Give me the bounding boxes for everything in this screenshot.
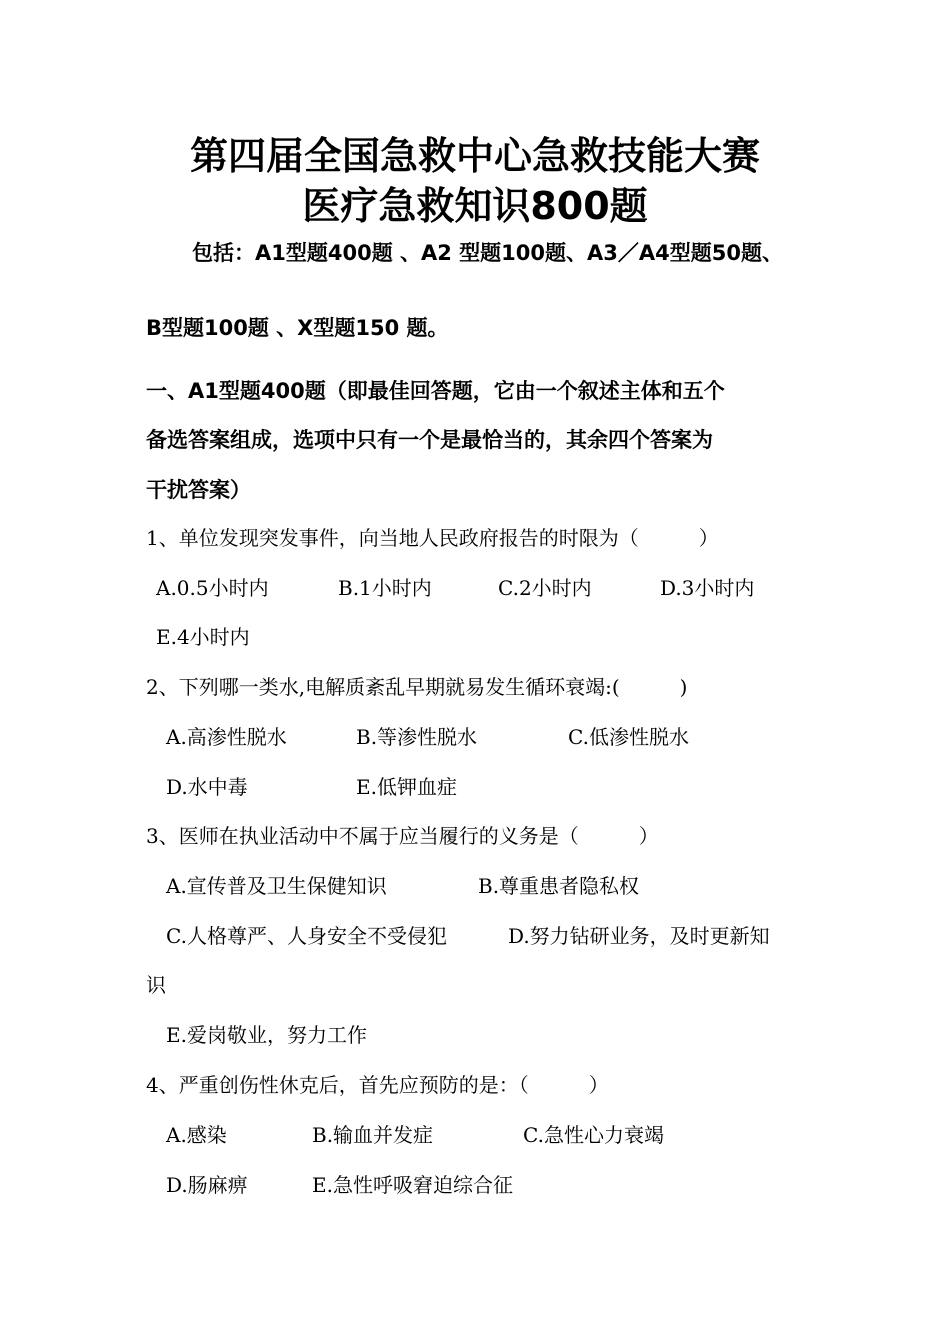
- question-2-option-e: E.低钾血症: [356, 775, 457, 799]
- question-4-option-a: A.感染: [166, 1123, 227, 1147]
- question-2-stem: 2、下列哪一类水,电解质紊乱早期就易发生循环衰竭:( ): [146, 675, 688, 699]
- question-4-option-d: D.肠麻痹: [166, 1173, 248, 1197]
- question-2-option-a: A.高渗性脱水: [166, 725, 287, 749]
- question-1-option-e: E.4小时内: [156, 625, 250, 649]
- question-1-option-d: D.3小时内: [660, 576, 755, 600]
- question-1-option-c: C.2小时内: [498, 576, 592, 600]
- question-4-option-b: B.输血并发症: [312, 1123, 434, 1147]
- question-3-option-e: E.爱岗敬业，努力工作: [166, 1023, 367, 1047]
- question-1-option-a: A.0.5小时内: [156, 576, 269, 600]
- question-3-stem: 3、医师在执业活动中不属于应当履行的义务是（ ）: [146, 824, 659, 848]
- question-1-stem: 1、单位发现突发事件，向当地人民政府报告的时限为（ ）: [146, 526, 719, 550]
- question-3-option-b: B.尊重患者隐私权: [478, 874, 640, 898]
- question-3-option-d: D.努力钻研业务，及时更新知: [508, 924, 770, 948]
- question-3-option-d-wrap: 识: [146, 973, 166, 997]
- question-1-option-b: B.1小时内: [338, 576, 432, 600]
- section-heading-line-3: 干扰答案）: [146, 478, 251, 502]
- question-4-option-c: C.急性心力衰竭: [523, 1123, 664, 1147]
- question-4-stem: 4、严重创伤性休克后，首先应预防的是：（ ）: [146, 1073, 609, 1097]
- intro-line-1: 包括：A1型题400题 、A2 型题100题、A3／A4型题50题、: [192, 241, 783, 265]
- question-3-option-a: A.宣传普及卫生保健知识: [166, 874, 387, 898]
- document-title-line-2: 医疗急救知识800题: [302, 184, 648, 228]
- question-4-option-e: E.急性呼吸窘迫综合征: [312, 1173, 513, 1197]
- document-title-line-1: 第四届全国急救中心急救技能大赛: [189, 134, 760, 178]
- section-heading-line-1: 一、A1型题400题（即最佳回答题，它由一个叙述主体和五个: [146, 379, 725, 403]
- intro-line-2: B型题100题 、X型题150 题。: [146, 316, 449, 340]
- question-2-option-b: B.等渗性脱水: [356, 725, 478, 749]
- section-heading-line-2: 备选答案组成，选项中只有一个是最恰当的，其余四个答案为: [146, 428, 713, 452]
- question-3-option-c: C.人格尊严、人身安全不受侵犯: [166, 924, 447, 948]
- question-2-option-c: C.低渗性脱水: [568, 725, 689, 749]
- question-2-option-d: D.水中毒: [166, 775, 248, 799]
